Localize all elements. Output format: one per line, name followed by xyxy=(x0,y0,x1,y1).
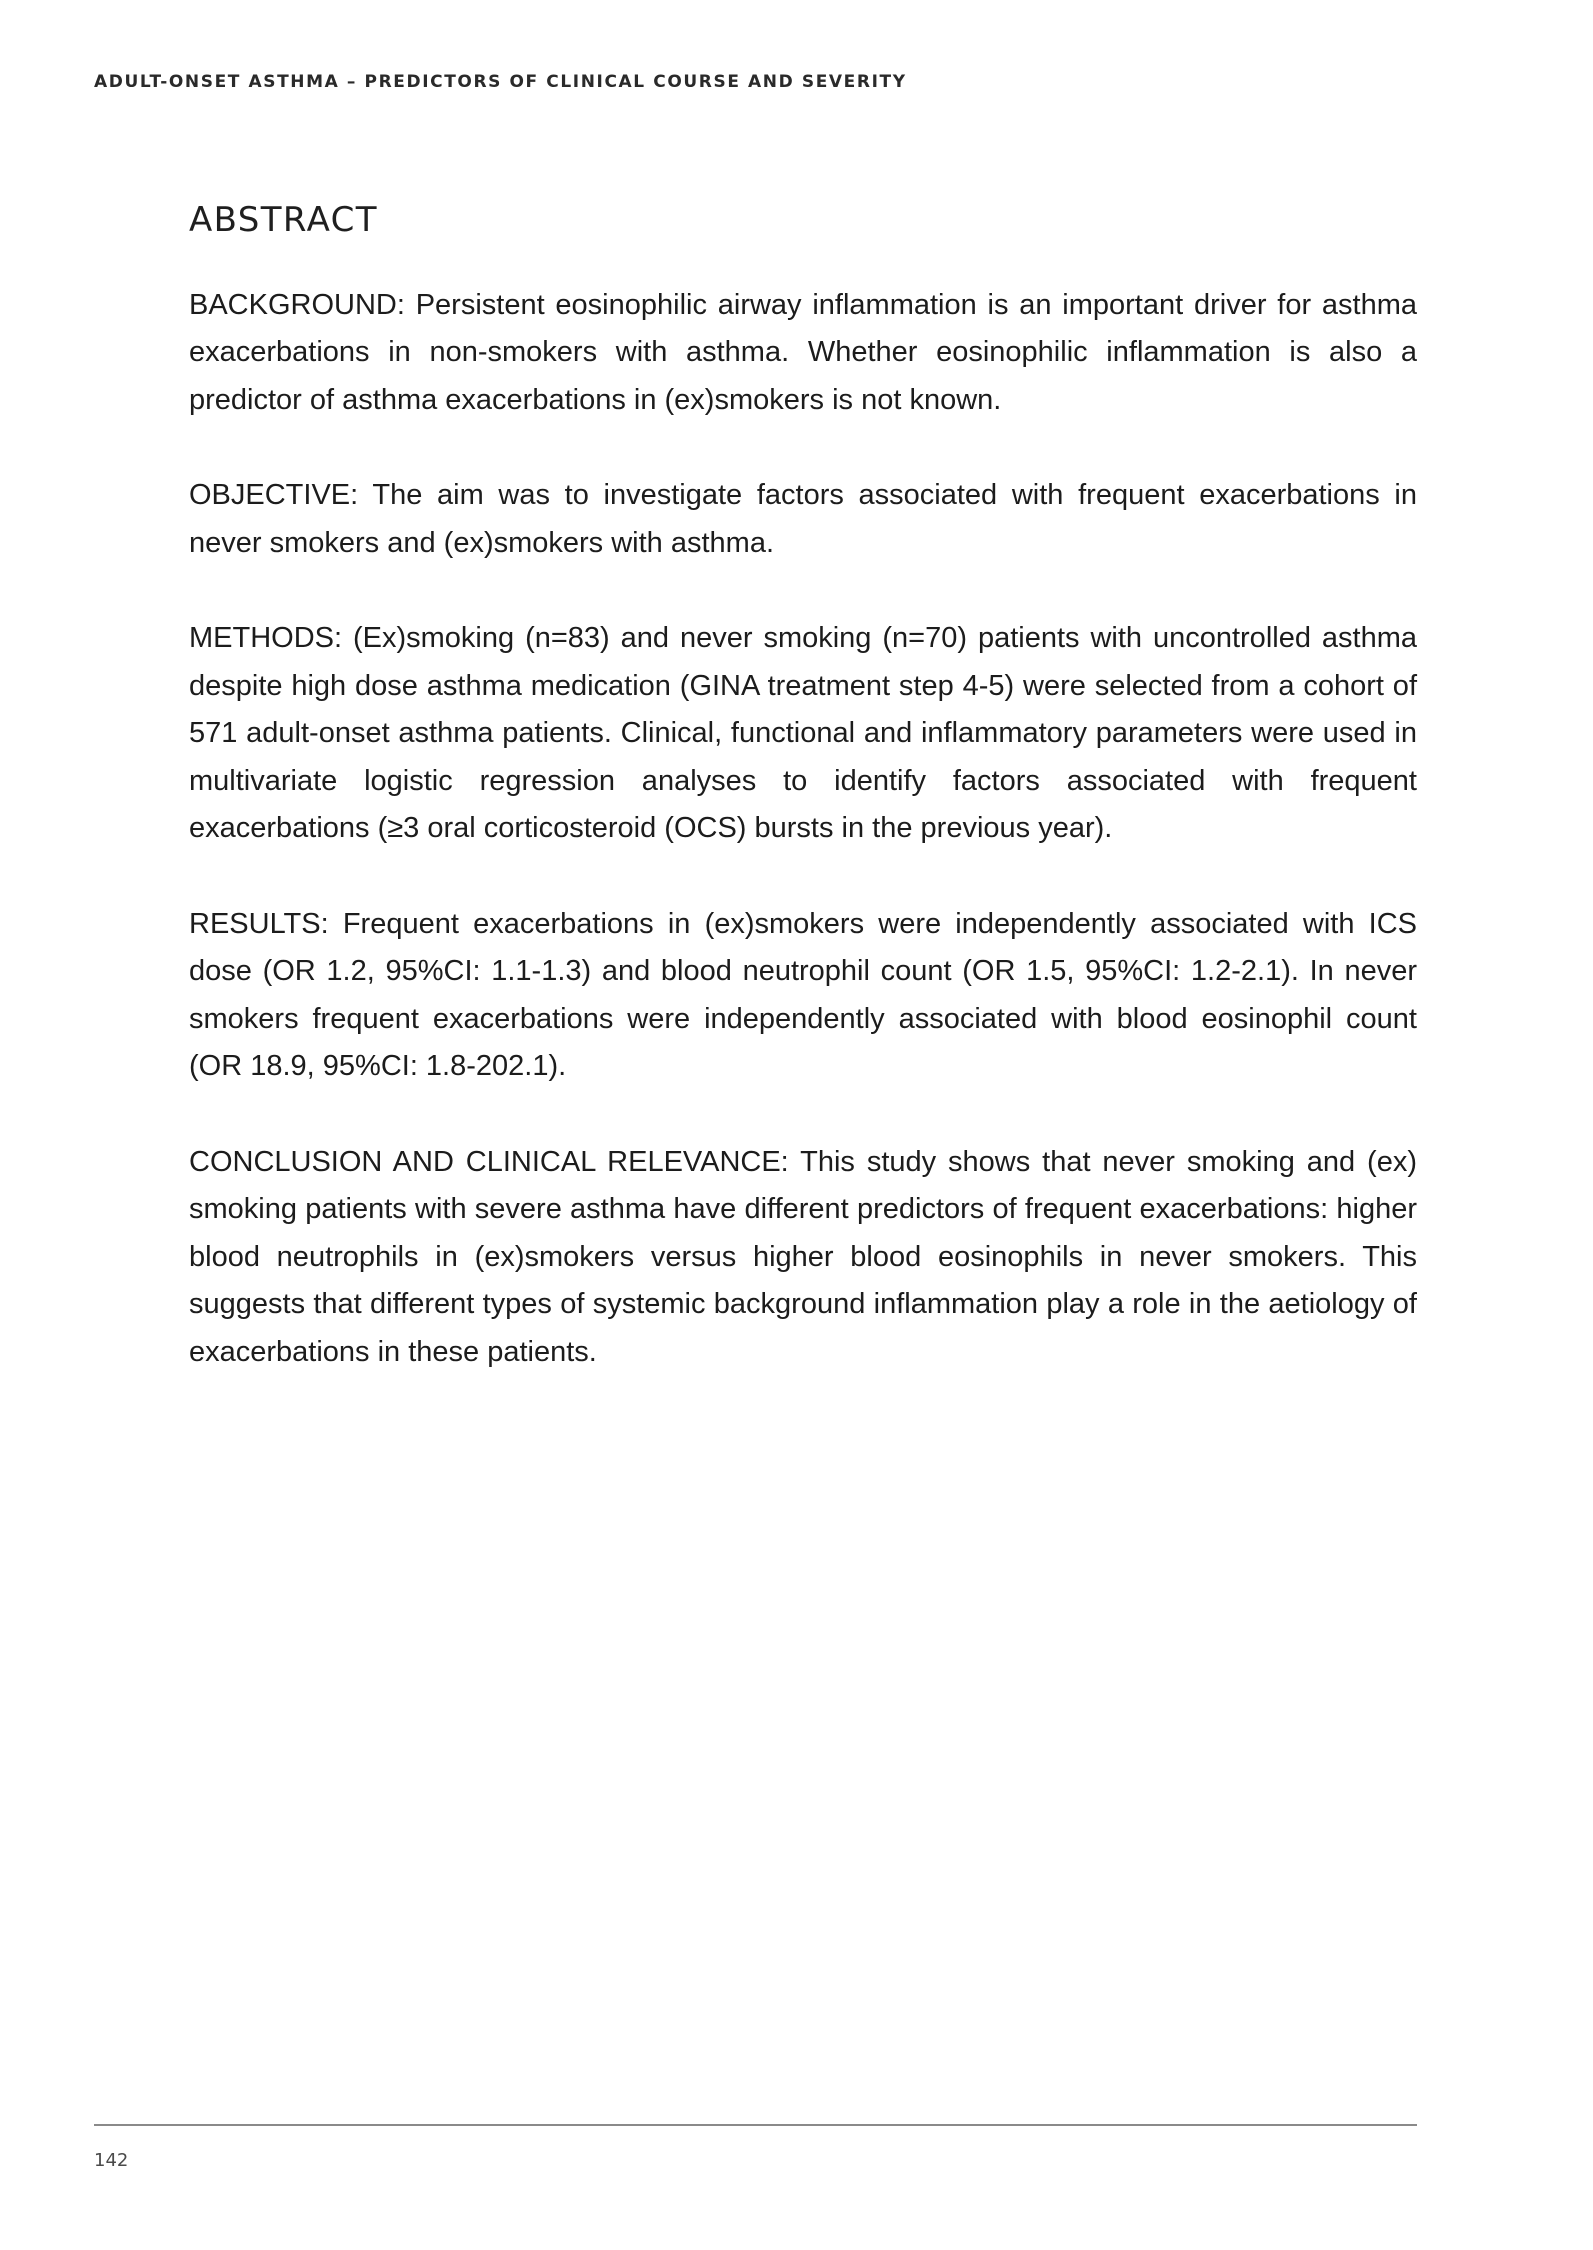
footer-divider xyxy=(94,2124,1417,2126)
running-header: ADULT-ONSET ASTHMA – PREDICTORS OF CLINICAL COURSE AND SEVERITY xyxy=(94,72,907,92)
conclusion-paragraph: CONCLUSION AND CLINICAL RELEVANCE: This study shows that never smoking and (ex) smoking patients with severe asthma have different predictors of frequent exacerbations: higher blood neutrophils in (ex)smokers versus higher blood eosinophils in never smokers. This suggests that different types of systemic background inflammation play a role in the aetiology of exacerbations in these patients. xyxy=(189,1145,1417,1368)
results-paragraph: RESULTS: Frequent exacerbations in (ex)smokers were independently associated with ICS dose (OR 1.2, 95%CI: 1.1-1.3) and blood neutrophil count (OR 1.5, 95%CI: 1.2-2.1). In never smokers frequent exacerbations were independently associated with blood eosinophil count (OR 18.9, 95%CI: 1.8-202.1). xyxy=(189,907,1417,1083)
section-title: ABSTRACT xyxy=(189,200,378,240)
page-number: 142 xyxy=(94,2150,129,2171)
objective-paragraph: OBJECTIVE: The aim was to investigate factors associated with frequent exacerbations in never smokers and (ex)smokers with asthma. xyxy=(189,479,1417,559)
methods-paragraph: METHODS: (Ex)smoking (n=83) and never smoking (n=70) patients with uncontrolled asthma despite high dose asthma medication (GINA treatment step 4-5) were selected from a cohort of 571 adult-onset asthma patients. Clinical, functional and inflammatory parameters were used in multivariate logistic regression analyses to identify factors associated with frequent exacerbations (≥3 oral corticosteroid (OCS) bursts in the previous year). xyxy=(189,622,1417,845)
background-paragraph: BACKGROUND: Persistent eosinophilic airway inflammation is an important driver for asthma exacerbations in non-smokers with asthma. Whether eosinophilic inflammation is also a predictor of asthma exacerbations in (ex)smokers is not known. xyxy=(189,288,1417,416)
abstract-section xyxy=(189,200,1417,1424)
